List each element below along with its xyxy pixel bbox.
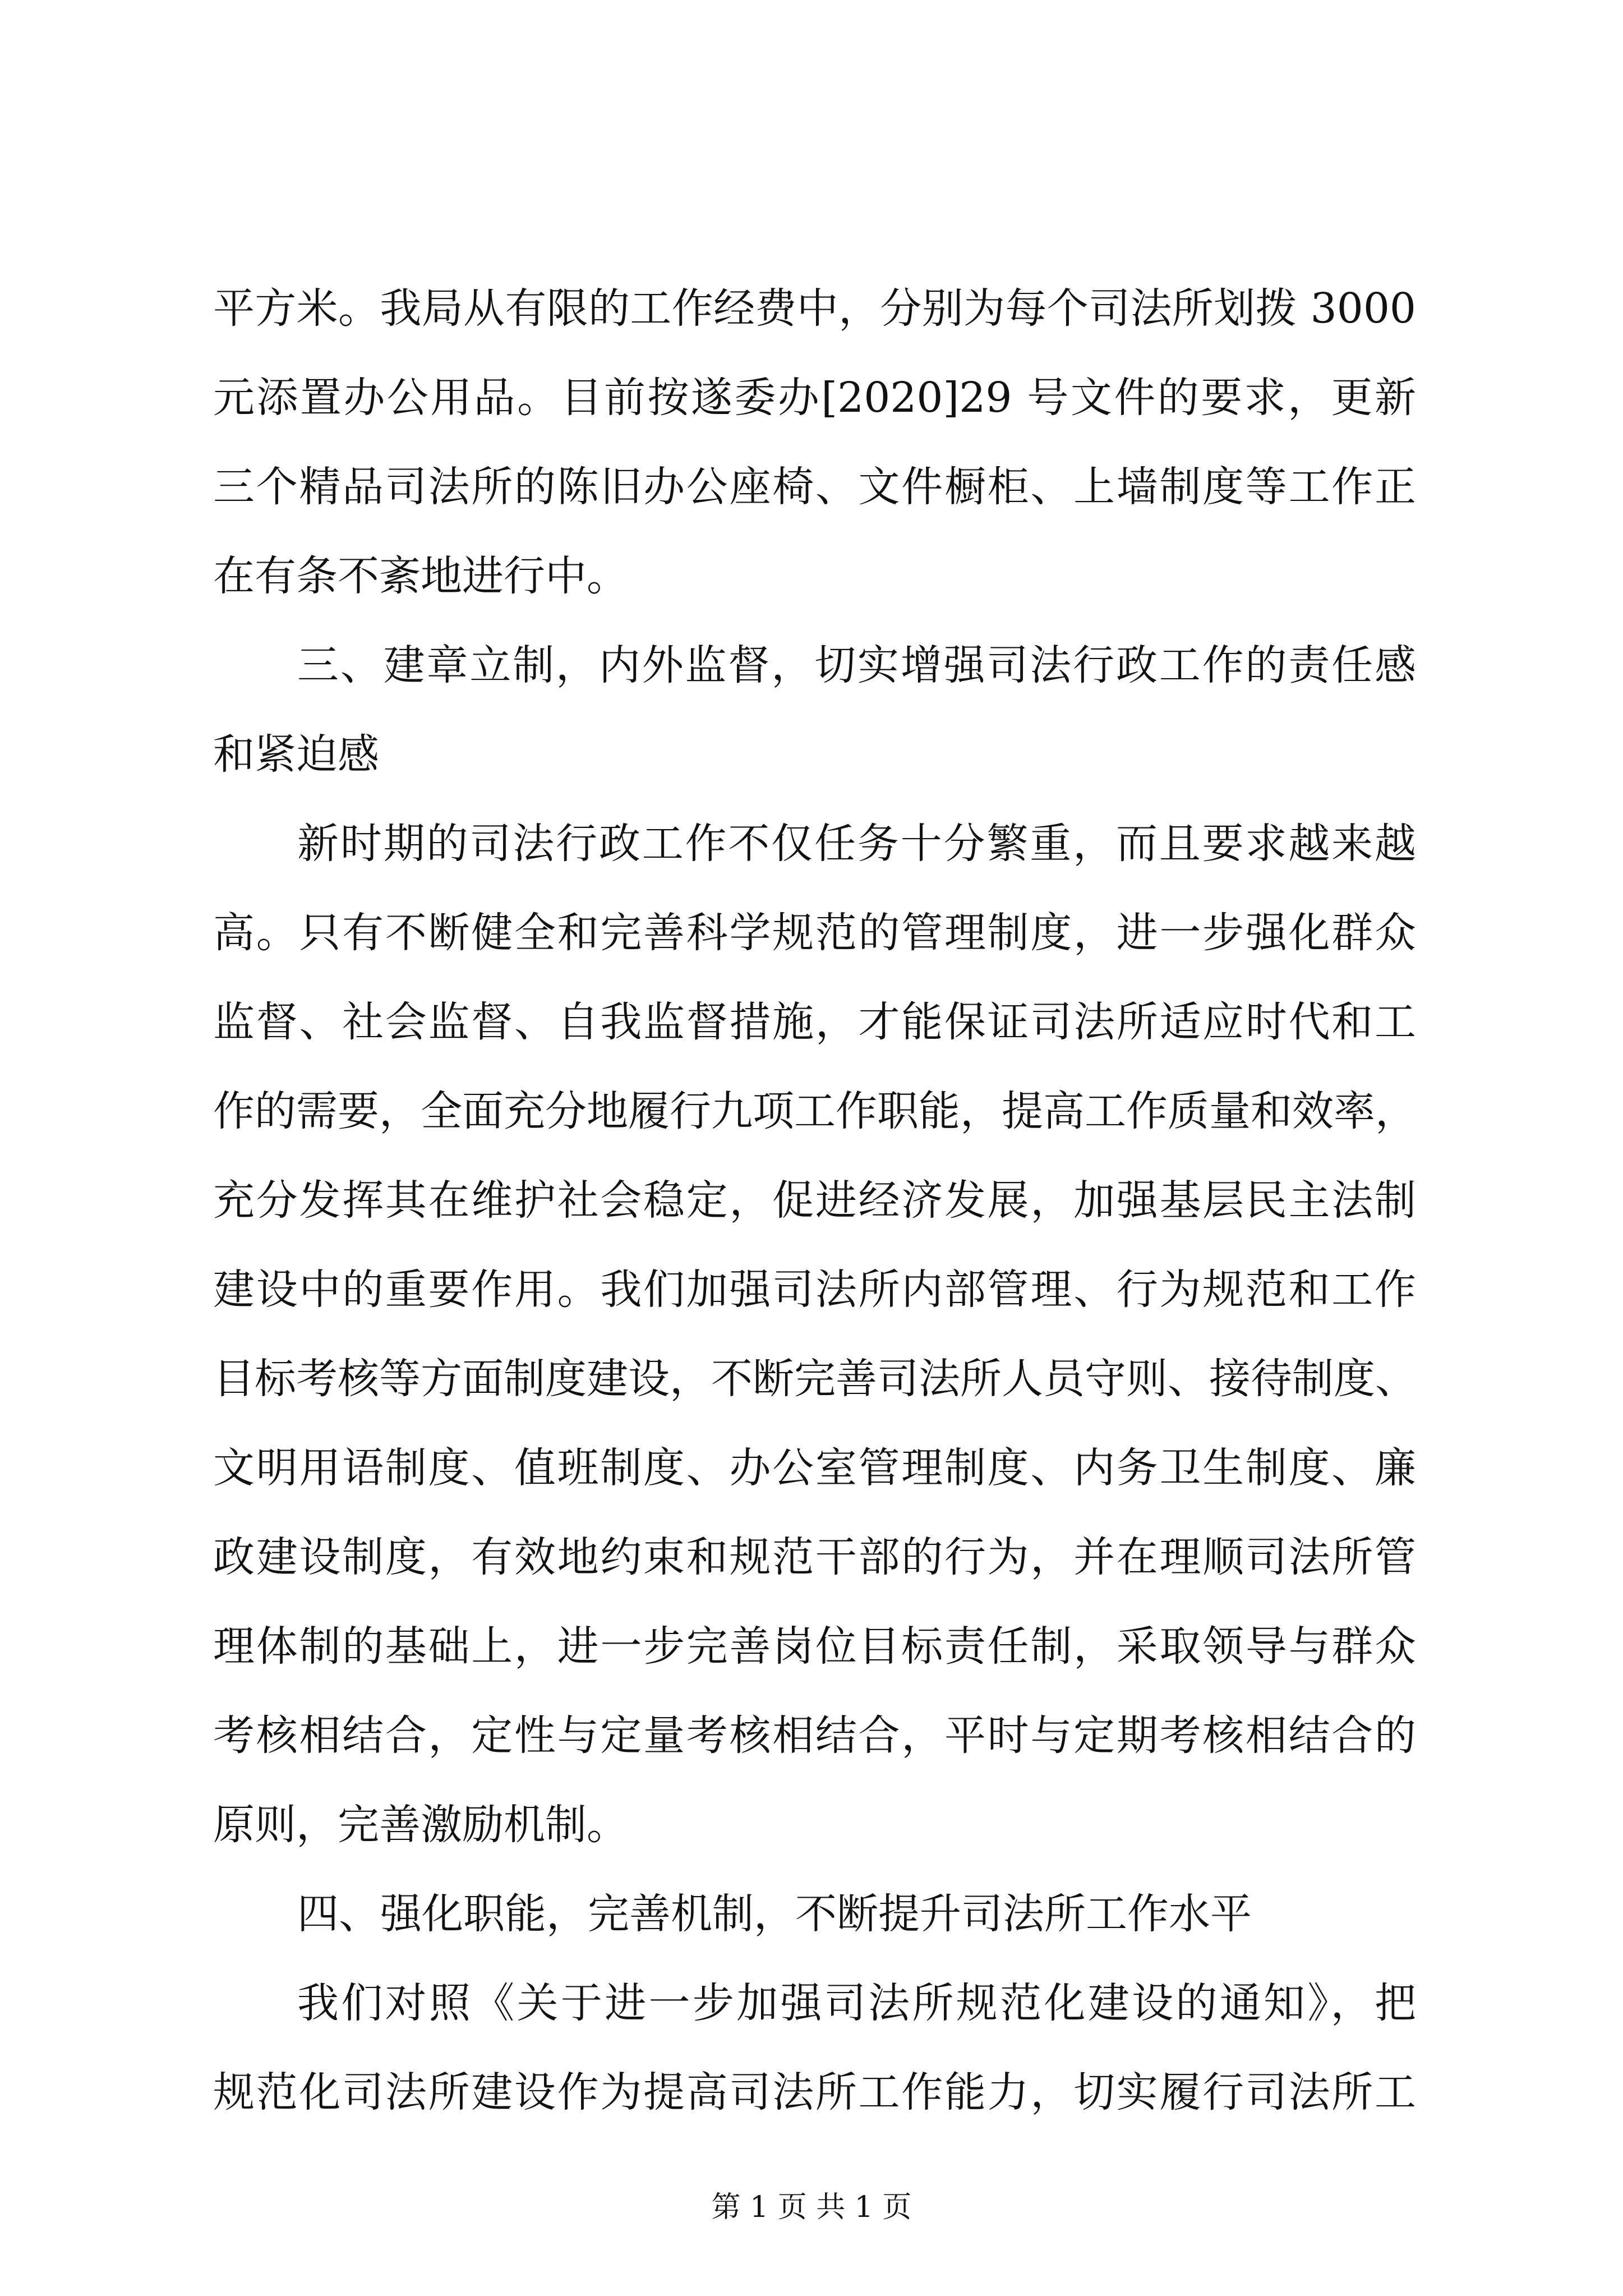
body-text-line: 考核相结合，定性与定量考核相结合，平时与定期考核相结合的 [213, 1711, 1416, 1760]
section-heading-4: 四、强化职能，完善机制，不断提升司法所工作水平 [297, 1890, 1252, 1938]
body-text-line: 充分发挥其在维护社会稳定，促进经济发展，加强基层民主法制 [213, 1176, 1416, 1225]
section-heading-3-cont: 和紧迫感 [213, 730, 379, 779]
body-text-line: 政建设制度，有效地约束和规范干部的行为，并在理顺司法所管 [213, 1533, 1416, 1581]
page-footer: 第 1 页 共 1 页 [711, 2191, 912, 2224]
body-text-line: 目标考核等方面制度建设，不断完善司法所人员守则、接待制度、 [213, 1355, 1417, 1403]
body-text-line: 三个精品司法所的陈旧办公座椅、文件橱柜、上墙制度等工作正 [213, 463, 1416, 511]
body-text-line: 理体制的基础上，进一步完善岗位目标责任制，采取领导与群众 [213, 1622, 1416, 1671]
body-text-line: 元添置办公用品。目前按遂委办[2020]29 号文件的要求，更新 [213, 374, 1416, 422]
body-text-line: 建设中的重要作用。我们加强司法所内部管理、行为规范和工作 [213, 1266, 1416, 1314]
body-text-line: 高。只有不断健全和完善科学规范的管理制度，进一步强化群众 [213, 909, 1416, 957]
body-text-line: 作的需要，全面充分地履行九项工作职能，提高工作质量和效率， [213, 1087, 1417, 1135]
section-heading-3: 三、建章立制，内外监督，切实增强司法行政工作的责任感 [297, 641, 1416, 689]
body-text-line: 我们对照《关于进一步加强司法所规范化建设的通知》，把 [297, 1979, 1416, 2027]
body-text-line: 监督、社会监督、自我监督措施，才能保证司法所适应时代和工 [213, 998, 1416, 1046]
body-text-line: 在有条不紊地进行中。 [213, 552, 628, 600]
body-text-line: 原则，完善激励机制。 [213, 1801, 628, 1849]
body-text-line: 规范化司法所建设作为提高司法所工作能力，切实履行司法所工 [213, 2068, 1416, 2116]
body-text-line: 新时期的司法行政工作不仅任务十分繁重，而且要求越来越 [297, 820, 1416, 868]
body-text-line: 平方米。我局从有限的工作经费中，分别为每个司法所划拨 3000 [213, 284, 1416, 333]
body-text-line: 文明用语制度、值班制度、办公室管理制度、内务卫生制度、廉 [213, 1444, 1416, 1492]
